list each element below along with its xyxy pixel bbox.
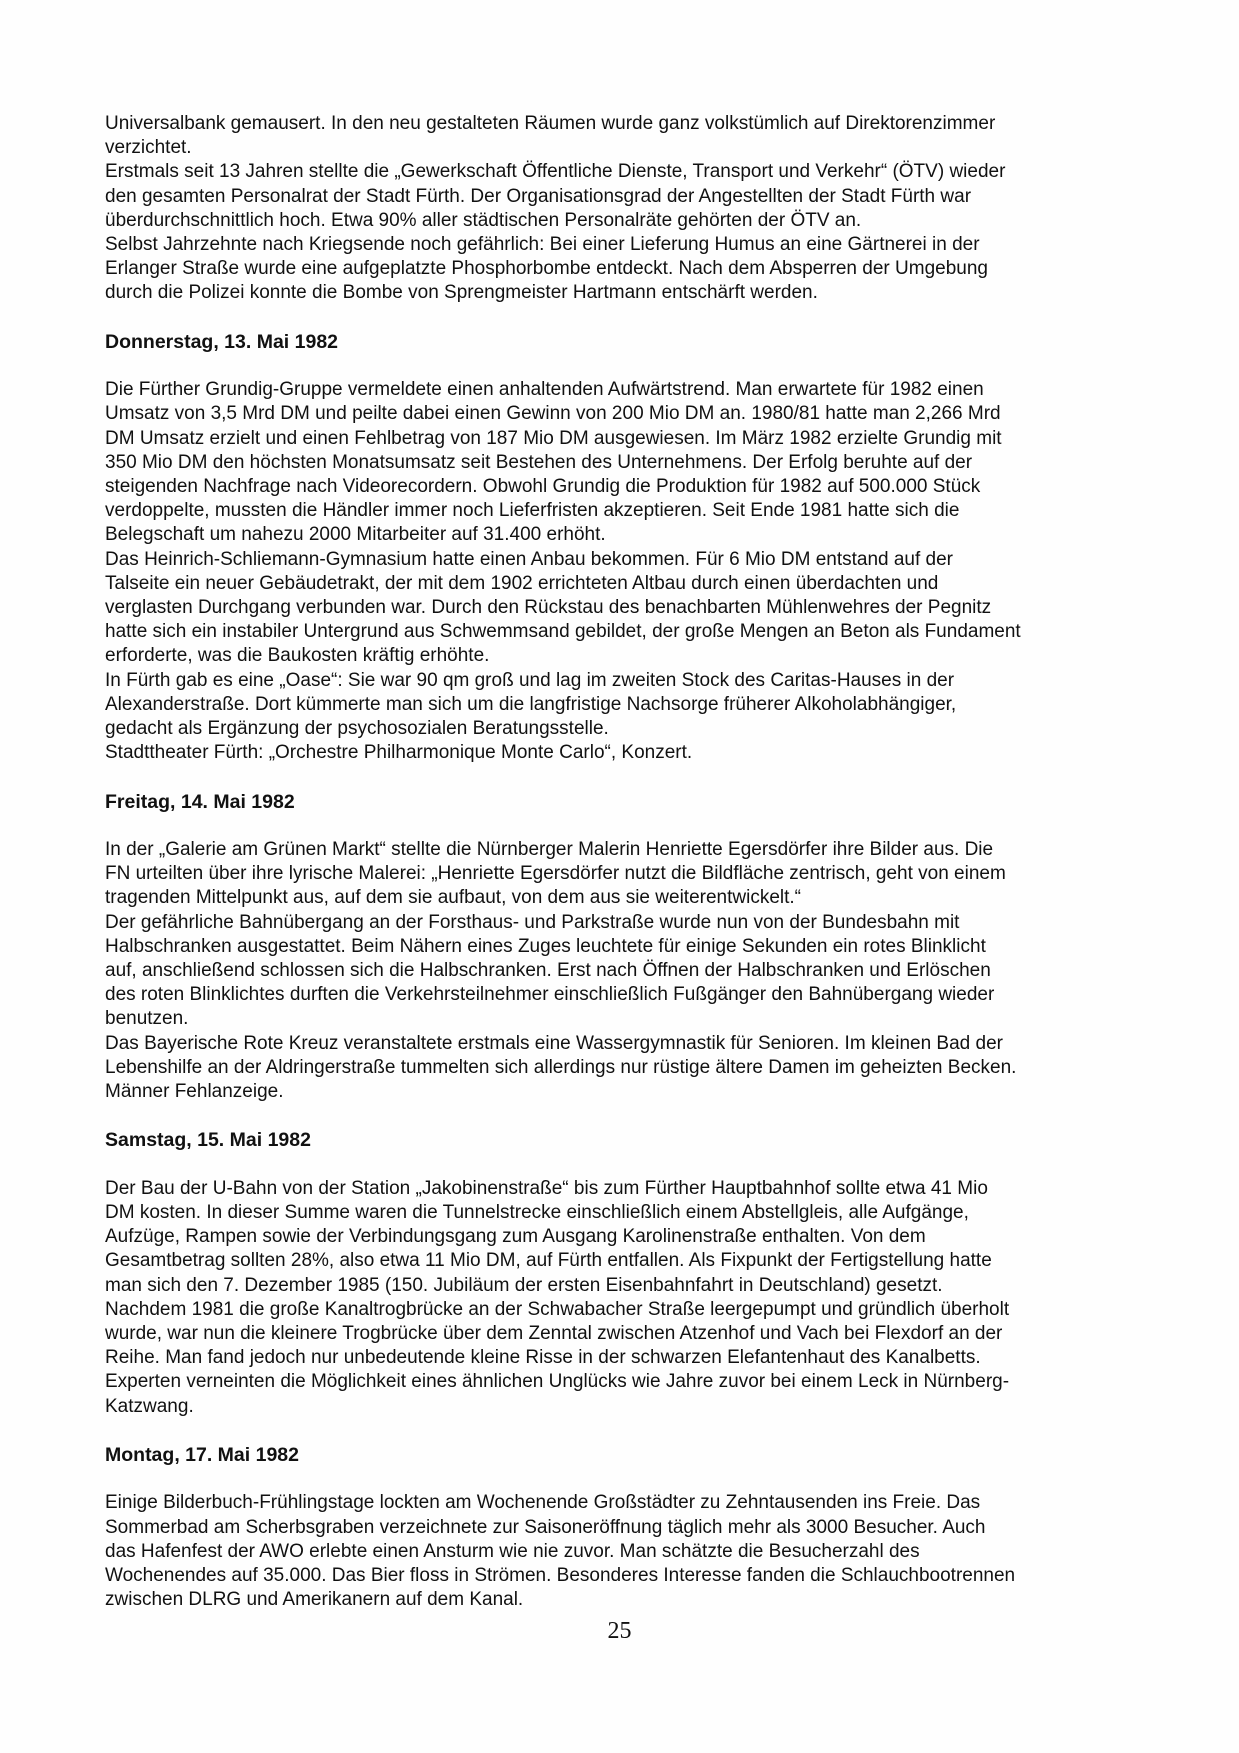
text-line: Halbschranken ausgestattet. Beim Nähern eines Zuges leuchtete für einige Sekunden ein rotes Blinklicht	[105, 935, 986, 957]
text-line: Der Bau der U-Bahn von der Station „Jakobinenstraße“ bis zum Fürther Hauptbahnhof sollte etwa 41 Mio	[105, 1177, 988, 1199]
text-line: Das Bayerische Rote Kreuz veranstaltete erstmals eine Wassergymnastik für Senioren. Im kleinen Bad der	[105, 1032, 1003, 1054]
text-line: 350 Mio DM den höchsten Monatsumsatz seit Bestehen des Unternehmens. Der Erfolg beruhte auf der	[105, 451, 973, 473]
text-line: das Hafenfest der AWO erlebte einen Ansturm wie nie zuvor. Man schätzte die Besucherzahl des	[105, 1540, 920, 1562]
text-line: Stadttheater Fürth: „Orchestre Philharmonique Monte Carlo“, Konzert.	[105, 742, 693, 764]
text-line: den gesamten Personalrat der Stadt Fürth. Der Organisationsgrad der Angestellten der Stadt Fürth war	[105, 185, 972, 207]
text-line: Katzwang.	[105, 1395, 194, 1417]
section-heading: Samstag, 15. Mai 1982	[105, 1129, 311, 1152]
text-line: Erlanger Straße wurde eine aufgeplatzte Phosphorbombe entdeckt. Nach dem Absperren der Umgebung	[105, 258, 988, 280]
text-line: verzichtet.	[105, 137, 192, 159]
text-line: Erstmals seit 13 Jahren stellte die „Gewerkschaft Öffentliche Dienste, Transport und Verkehr“ (ÖTV) wieder	[105, 161, 1006, 183]
text-line: Belegschaft um nahezu 2000 Mitarbeiter auf 31.400 erhöht.	[105, 524, 606, 546]
text-line: In Fürth gab es eine „Oase“: Sie war 90 qm groß und lag im zweiten Stock des Caritas-Hauses in der	[105, 669, 955, 691]
text-line: Talseite ein neuer Gebäudetrakt, der mit dem 1902 errichteten Altbau durch einen überdachten und	[105, 572, 939, 594]
section-heading: Donnerstag, 13. Mai 1982	[105, 330, 339, 353]
text-line: erforderte, was die Baukosten kräftig erhöhte.	[105, 645, 490, 667]
text-line: Aufzüge, Rampen sowie der Verbindungsgang zum Ausgang Karolinenstraße enthalten. Von dem	[105, 1226, 926, 1248]
text-line: zwischen DLRG und Amerikanern auf dem Kanal.	[105, 1589, 524, 1611]
text-line: DM kosten. In dieser Summe waren die Tunnelstrecke einschließlich einem Abstellgleis, alle Aufgänge,	[105, 1202, 969, 1224]
paragraph	[105, 378, 1040, 765]
text-line: hatte sich ein instabiler Untergrund aus Schwemmsand gebildet, der große Mengen an Beton als Fundament	[105, 621, 1021, 643]
text-line: verdoppelte, mussten die Händler immer noch Lieferfristen akzeptieren. Seit Ende 1981 hatte sich die	[105, 500, 960, 522]
text-line: Einige Bilderbuch-Frühlingstage lockten am Wochenende Großstädter zu Zehntausenden ins Freie. Das	[105, 1492, 981, 1514]
text-line: Der gefährliche Bahnübergang an der Forsthaus- und Parkstraße wurde nun von der Bundesbahn mit	[105, 911, 960, 933]
section-heading: Montag, 17. Mai 1982	[105, 1444, 299, 1467]
text-line: des roten Blinklichtes durften die Verkehrsteilnehmer einschließlich Fußgänger den Bahnübergang wieder	[105, 984, 995, 1006]
text-line: Lebenshilfe an der Aldringerstraße tummelten sich allerdings nur rüstige ältere Damen im geheizten Becken.	[105, 1056, 1017, 1078]
text-line: Universalbank gemausert. In den neu gestalteten Räumen wurde ganz volkstümlich auf Direktorenzimmer	[105, 113, 996, 134]
text-line: Sommerbad am Scherbsgraben verzeichnete zur Saisoneröffnung täglich mehr als 3000 Besucher. Auch	[105, 1516, 986, 1538]
text-line: überdurchschnittlich hoch. Etwa 90% aller städtischen Personalräte gehörten der ÖTV an.	[105, 209, 862, 231]
paragraph	[105, 1177, 1040, 1419]
text-line: Die Fürther Grundig-Gruppe vermeldete einen anhaltenden Aufwärtstrend. Man erwartete für 1982 einen	[105, 379, 984, 401]
text-line: Reihe. Man fand jedoch nur unbedeutende kleine Risse in der schwarzen Elefantenhaut des Kanalbetts.	[105, 1347, 981, 1369]
text-line: Nachdem 1981 die große Kanaltrogbrücke an der Schwabacher Straße leergepumpt und gründlich überholt	[105, 1298, 1010, 1320]
text-line: Gesamtbetrag sollten 28%, also etwa 11 Mio DM, auf Fürth entfallen. Als Fixpunkt der Fertigstellung hatte	[105, 1250, 992, 1272]
paragraph	[105, 1491, 1040, 1612]
text-line: steigenden Nachfrage nach Videorecordern. Obwohl Grundig die Produktion für 1982 auf 500.000 Stück	[105, 476, 981, 498]
text-line: In der „Galerie am Grünen Markt“ stellte die Nürnberger Malerin Henriette Egersdörfer ihre Bilder aus. Die	[105, 839, 994, 861]
text-line: Alexanderstraße. Dort kümmerte man sich um die langfristige Nachsorge früherer Alkoholabhängiger,	[105, 693, 957, 715]
text-line: benutzen.	[105, 1008, 189, 1030]
text-line: man sich den 7. Dezember 1985 (150. Jubiläum der ersten Eisenbahnfahrt in Deutschland) gesetzt.	[105, 1274, 943, 1296]
text-line: verglasten Durchgang verbunden war. Durch den Rückstau des benachbarten Mühlenwehres der Pegnitz	[105, 597, 992, 619]
text-line: DM Umsatz erzielt und einen Fehlbetrag von 187 Mio DM ausgewiesen. Im März 1982 erzielte Grundig mit	[105, 427, 1002, 449]
document-content	[105, 112, 1040, 1637]
text-line: durch die Polizei konnte die Bombe von Sprengmeister Hartmann entschärft werden.	[105, 282, 818, 304]
paragraph	[105, 838, 1040, 1104]
text-line: Männer Fehlanzeige.	[105, 1081, 284, 1103]
section-heading: Freitag, 14. Mai 1982	[105, 790, 295, 813]
page-number: 25	[607, 1618, 632, 1644]
text-line: wurde, war nun die kleinere Trogbrücke über dem Zenntal zwischen Atzenhof und Vach bei Flexdorf an der	[105, 1323, 1003, 1345]
text-line: auf, anschließend schlossen sich die Halbschranken. Erst nach Öffnen der Halbschranken und Erlöschen	[105, 960, 991, 982]
text-line: tragenden Mittelpunkt aus, auf dem sie aufbaut, von dem aus sie weiterentwickelt.“	[105, 887, 801, 909]
text-line: Wochenendes auf 35.000. Das Bier floss in Strömen. Besonderes Interesse fanden die Schlauchbootrennen	[105, 1565, 1016, 1587]
text-line: Experten verneinten die Möglichkeit eines ähnlichen Unglücks wie Jahre zuvor bei einem Leck in Nürnberg-	[105, 1371, 1010, 1393]
text-line: gedacht als Ergänzung der psychosozialen Beratungsstelle.	[105, 718, 609, 740]
paragraph	[105, 112, 1040, 306]
text-line: Umsatz von 3,5 Mrd DM und peilte dabei einen Gewinn von 200 Mio DM an. 1980/81 hatte man 2,266 Mrd	[105, 403, 1001, 425]
text-line: Selbst Jahrzehnte nach Kriegsende noch gefährlich: Bei einer Lieferung Humus an eine Gärtnerei in der	[105, 234, 980, 256]
text-line: Das Heinrich-Schliemann-Gymnasium hatte einen Anbau bekommen. Für 6 Mio DM entstand auf der	[105, 548, 954, 570]
text-line: FN urteilten über ihre lyrische Malerei: „Henriette Egersdörfer nutzt die Bildfläche zentrisch, geht von einem	[105, 863, 1006, 885]
